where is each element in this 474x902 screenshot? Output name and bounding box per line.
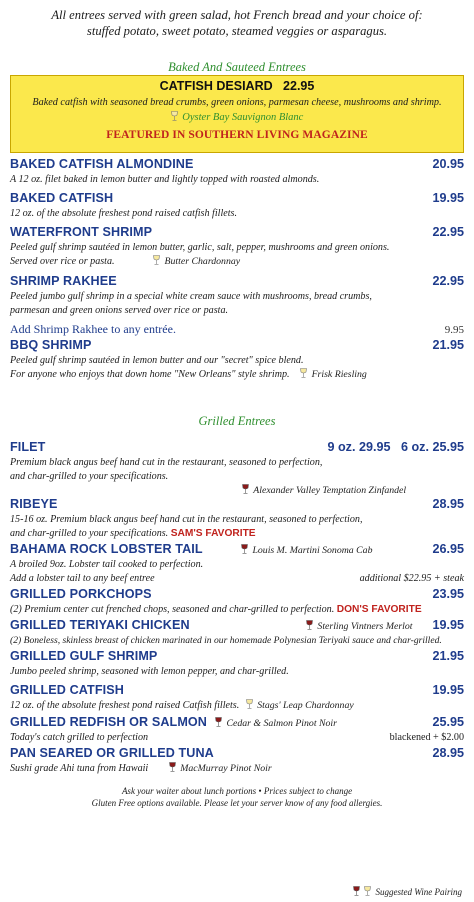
item-description: A 12 oz. filet baked in lemon butter and lightly topped with roasted almonds. [10, 174, 320, 185]
item-description-line-2: Served over rice or pasta. [10, 256, 115, 267]
item-description: 12 oz. of the absolute freshest pond raised catfish fillets. [10, 208, 238, 219]
grilled-section-title: Grilled Entrees [198, 414, 276, 428]
red-wine-glass-icon [215, 717, 222, 730]
item-extra-price: additional $22.95 + steak [359, 573, 464, 584]
item-name: GRILLED CATFISH [10, 683, 124, 697]
baked-items [0, 156, 474, 383]
menu-item [10, 648, 464, 679]
footer-line-1: Ask your waiter about lunch portions • Prices subject to change [121, 786, 353, 796]
white-wine-glass-icon [246, 699, 253, 714]
item-description: Premium black angus beef hand cut in the restaurant, seasoned to perfection, [10, 457, 323, 468]
white-wine-glass-icon [171, 111, 178, 126]
item-description-line-2: and char-grilled to your specifications. [10, 528, 169, 539]
wine-pairing: Frisk Riesling [311, 369, 367, 380]
menu-item [10, 224, 464, 270]
wine-legend [353, 886, 462, 898]
item-description: 15-16 oz. Premium black angus beef hand cut in the restaurant, seasoned to perfection, [10, 514, 363, 525]
item-name: BBQ SHRIMP [10, 338, 92, 352]
menu-item [10, 745, 464, 777]
special-name: CATFISH DESIARD [159, 79, 273, 93]
item-name: RIBEYE [10, 497, 58, 511]
item-description-line-2: and char-grilled to your specifications. [10, 471, 169, 482]
item-name: GRILLED PORKCHOPS [10, 587, 152, 601]
item-description: Peeled gulf shrimp sautéed in lemon butter, garlic, salt, pepper, mushrooms and green onions. [10, 242, 390, 253]
wine-pairing: Cedar & Salmon Pinot Noir [226, 718, 337, 729]
featured-banner: FEATURED IN SOUTHERN LIVING MAGAZINE [106, 129, 368, 141]
item-name: GRILLED TERIYAKI CHICKEN [10, 618, 190, 632]
item-name: GRILLED REDFISH OR SALMON [10, 715, 208, 729]
item-price: 20.95 [432, 157, 464, 171]
menu-item [10, 714, 464, 745]
item-price: 26.95 [432, 542, 464, 556]
item-name: WATERFRONT SHRIMP [10, 225, 153, 239]
special-wine: Oyster Bay Sauvignon Blanc [182, 112, 304, 123]
item-extra-price: blackened + $2.00 [389, 732, 464, 743]
item-description: Jumbo peeled shrimp, seasoned with lemon pepper, and char-grilled. [10, 666, 289, 677]
footer-line-2: Gluten Free options available. Please let your server know of any food allergies. [91, 798, 383, 808]
item-name: SHRIMP RAKHEE [10, 274, 117, 288]
item-name: FILET [10, 440, 46, 454]
intro-line-1: All entrees served with green salad, hot French bread and your choice of: [51, 8, 423, 22]
grilled-items [0, 439, 474, 777]
menu-item [10, 337, 464, 383]
item-price: 23.95 [432, 587, 464, 601]
item-description: Sushi grade Ahi tuna from Hawaii [10, 763, 149, 774]
menu-item [10, 617, 464, 648]
item-description-line-2: For anyone who enjoys that down home "New Orleans" style shrimp. [10, 369, 290, 380]
red-wine-glass-icon [306, 620, 313, 633]
wine-pairing: Stags' Leap Chardonnay [257, 700, 354, 711]
white-wine-glass-icon [153, 255, 160, 270]
special-price: 22.95 [283, 79, 315, 93]
baked-section-title: Baked And Sauteed Entrees [168, 60, 306, 74]
item-name: BAKED CATFISH ALMONDINE [10, 157, 194, 171]
item-price-9oz: 9 oz. 29.95 [327, 440, 391, 454]
footer-notes [0, 785, 474, 809]
menu-item [10, 541, 464, 586]
menu-item [10, 439, 464, 498]
menu-item [10, 190, 464, 221]
item-name: PAN SEARED OR GRILLED TUNA [10, 746, 214, 760]
red-wine-glass-icon [241, 544, 248, 557]
menu-item [10, 156, 464, 187]
item-name: BAKED CATFISH [10, 191, 114, 205]
special-box [10, 75, 464, 153]
item-description: (2) Boneless, skinless breast of chicken marinated in our homemade Polynesian Teriyaki sauce and char-grilled. [10, 635, 442, 646]
red-wine-glass-icon [169, 762, 176, 777]
wine-pairing: Sterling Vintners Merlot [317, 621, 413, 632]
item-description: Peeled gulf shrimp sautéed in lemon butter and our "secret" spice blend. [10, 355, 304, 366]
wine-pairing: Alexander Valley Temptation Zinfandel [253, 485, 407, 496]
menu-item [10, 496, 464, 541]
item-price: 21.95 [432, 649, 464, 663]
intro [0, 7, 474, 39]
addon-row [10, 321, 464, 337]
menu-item [10, 682, 464, 714]
red-wine-glass-icon [353, 886, 360, 898]
menu-item [10, 586, 464, 617]
item-price: 19.95 [432, 191, 464, 205]
white-wine-glass-icon [300, 368, 307, 383]
item-description: (2) Premium center cut frenched chops, seasoned and char-grilled to perfection. [10, 604, 335, 615]
item-description: A broiled 9oz. Lobster tail cooked to perfection. [10, 559, 204, 570]
item-price: 22.95 [432, 225, 464, 239]
white-wine-glass-icon [364, 886, 371, 898]
item-description: Today's catch grilled to perfection [10, 732, 149, 743]
wine-pairing: MacMurray Pinot Noir [180, 763, 272, 774]
legend-label: Suggested Wine Pairing [375, 887, 462, 897]
wine-pairing: Butter Chardonnay [164, 256, 241, 267]
item-price: 21.95 [432, 338, 464, 352]
item-description-line-2: parmesan and green onions served over rice or pasta. [10, 305, 229, 316]
item-name: GRILLED GULF SHRIMP [10, 649, 158, 663]
item-name: BAHAMA ROCK LOBSTER TAIL [10, 542, 203, 556]
addon-label: Add Shrimp Rakhee to any entrée. [10, 322, 176, 336]
item-price: 22.95 [432, 274, 464, 288]
item-price: 28.95 [432, 497, 464, 511]
favorite-badge: SAM'S FAVORITE [170, 528, 256, 539]
favorite-badge: DON'S FAVORITE [336, 604, 422, 615]
menu-item [10, 273, 464, 318]
item-description: Peeled jumbo gulf shrimp in a special white cream sauce with mushrooms, bread crumbs, [10, 291, 372, 302]
item-price: 25.95 [432, 715, 464, 729]
addon-price: 9.95 [444, 324, 464, 336]
intro-line-2: stuffed potato, sweet potato, steamed veggies or asparagus. [86, 24, 388, 38]
item-description: 12 oz. of the absolute freshest pond raised Catfish fillets. [10, 700, 240, 711]
wine-pairing: Louis M. Martini Sonoma Cab [252, 545, 373, 556]
item-price: 19.95 [432, 683, 464, 697]
item-description-line-2: Add a lobster tail to any beef entree [10, 573, 155, 584]
special-description: Baked catfish with seasoned bread crumbs, green onions, parmesan cheese, mushrooms and shrimp. [32, 97, 442, 108]
item-price-6oz: 6 oz. 25.95 [400, 440, 464, 454]
item-price: 28.95 [432, 746, 464, 760]
item-price: 19.95 [432, 618, 464, 632]
